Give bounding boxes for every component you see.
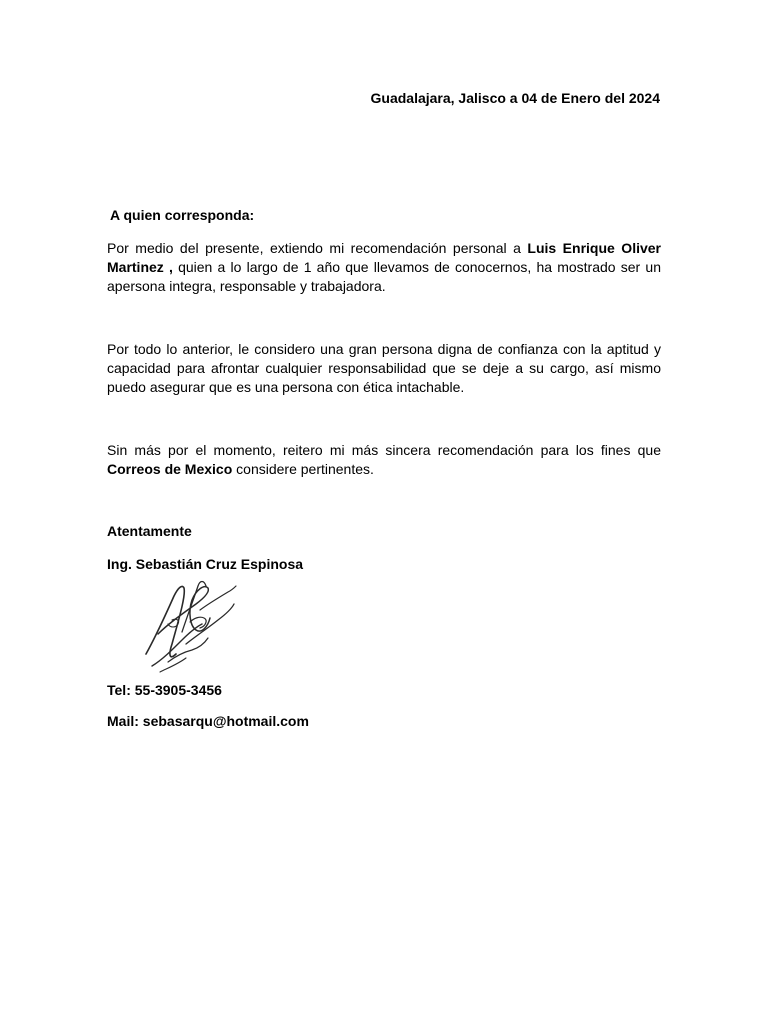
text-run: considere pertinentes. xyxy=(232,461,374,477)
closing: Atentamente xyxy=(107,523,192,539)
paragraph-character xyxy=(107,340,661,397)
recommended-name: Luis Enrique Oliver xyxy=(527,240,661,256)
recommended-surname: Martinez , xyxy=(107,259,173,275)
paragraph-recommendation xyxy=(107,239,661,296)
paragraph-line: puedo asegurar que es una persona con ética intachable. xyxy=(107,379,465,395)
text-run: apersona integra, responsable y trabajadora. xyxy=(107,278,386,294)
date-line: Guadalajara, Jalisco a 04 de Enero del 2024 xyxy=(370,90,660,106)
text-run: Por medio del presente, extiendo mi recomendación personal a xyxy=(107,240,528,256)
paragraph-line: Por todo lo anterior, le considero una gran persona digna de confianza con la aptitud y xyxy=(107,341,661,357)
phone: Tel: 55-3905-3456 xyxy=(107,682,222,698)
paragraph-line xyxy=(107,258,661,277)
paragraph-line xyxy=(107,460,661,479)
paragraph-line: capacidad para afrontar cualquier responsabilidad que se deje a su cargo, así mismo xyxy=(107,360,661,376)
signer-name: Ing. Sebastián Cruz Espinosa xyxy=(107,556,304,572)
paragraph-closing xyxy=(107,441,661,479)
paragraph-line xyxy=(107,277,661,296)
paragraph-line: Sin más por el momento, reitero mi más sincera recomendación para los fines que xyxy=(107,442,661,458)
handwritten-signature xyxy=(138,574,238,678)
company-name: Correos de Mexico xyxy=(107,461,233,477)
text-run: quien a lo largo de 1 año que llevamos de conocernos, ha mostrado ser un xyxy=(172,259,661,275)
email: Mail: sebasarqu@hotmail.com xyxy=(107,713,309,729)
greeting: A quien corresponda: xyxy=(110,207,255,223)
paragraph-line xyxy=(107,239,661,258)
